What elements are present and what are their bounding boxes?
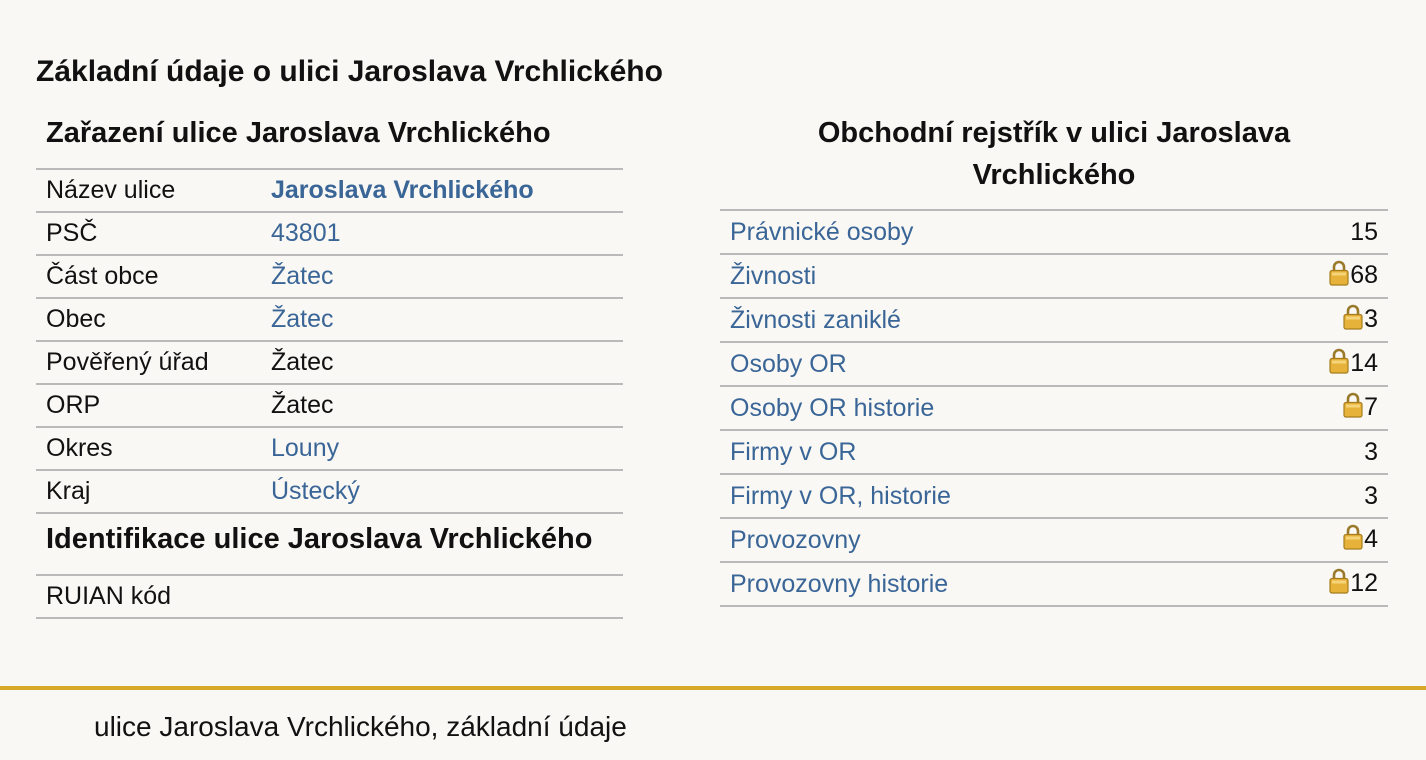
table-row <box>720 298 1388 342</box>
register-heading-line2: Vrchlického <box>972 159 1136 191</box>
register-count: 7 <box>1364 392 1378 421</box>
street-identification-section <box>36 514 623 619</box>
lock-icon <box>1329 568 1349 601</box>
lock-icon <box>1343 524 1363 557</box>
lock-icon <box>1343 304 1363 337</box>
table-row <box>36 427 623 470</box>
table-row <box>720 254 1388 298</box>
table-row <box>720 210 1388 254</box>
row-label: ORP <box>36 384 261 427</box>
table-row <box>36 255 623 298</box>
row-label: Název ulice <box>36 169 261 212</box>
register-count: 3 <box>1364 481 1378 510</box>
row-label: Okres <box>36 427 261 470</box>
region-link[interactable]: Ústecký <box>271 477 360 505</box>
postal-code-link[interactable]: 43801 <box>271 219 341 247</box>
lock-icon <box>1329 348 1349 381</box>
footer-caption: ulice Jaroslava Vrchlického, základní údaje <box>94 711 627 742</box>
orp-value: Žatec <box>261 384 623 427</box>
business-register-section <box>720 112 1388 607</box>
register-count: 3 <box>1364 437 1378 466</box>
register-link[interactable]: Provozovny historie <box>730 569 949 598</box>
authorized-office-value: Žatec <box>261 341 623 384</box>
classification-table <box>36 168 623 514</box>
register-link[interactable]: Právnické osoby <box>730 217 914 246</box>
table-row <box>36 169 623 212</box>
table-row <box>36 212 623 255</box>
ruian-code-value <box>261 575 623 618</box>
register-count: 68 <box>1350 260 1378 289</box>
register-link[interactable]: Firmy v OR <box>730 437 857 466</box>
table-row <box>720 342 1388 386</box>
footer-divider <box>0 686 1426 690</box>
register-link[interactable]: Osoby OR historie <box>730 393 935 422</box>
register-link[interactable]: Živnosti zaniklé <box>730 305 901 334</box>
street-classification-section <box>36 112 623 619</box>
row-label: Část obce <box>36 255 261 298</box>
row-label: PSČ <box>36 212 261 255</box>
register-link[interactable]: Provozovny <box>730 525 861 554</box>
table-row <box>720 562 1388 606</box>
register-link[interactable]: Živnosti <box>730 261 817 290</box>
street-name-link[interactable]: Jaroslava Vrchlického <box>271 176 534 204</box>
table-row <box>720 386 1388 430</box>
table-row <box>36 470 623 513</box>
district-part-link[interactable]: Žatec <box>271 262 334 290</box>
table-row <box>720 474 1388 518</box>
identification-table <box>36 574 623 619</box>
table-row <box>36 384 623 427</box>
register-count: 4 <box>1364 524 1378 553</box>
classification-heading: Zařazení ulice Jaroslava Vrchlického <box>46 117 551 149</box>
identification-heading: Identifikace ulice Jaroslava Vrchlického <box>46 523 593 555</box>
page-title: Základní údaje o ulici Jaroslava Vrchlického <box>36 55 663 88</box>
register-heading-line1: Obchodní rejstřík v ulici Jaroslava <box>817 117 1291 149</box>
row-label: Obec <box>36 298 261 341</box>
row-label: Kraj <box>36 470 261 513</box>
register-count: 14 <box>1350 348 1378 377</box>
table-row <box>720 518 1388 562</box>
table-row <box>36 341 623 384</box>
lock-icon <box>1329 260 1349 293</box>
lock-icon <box>1343 392 1363 425</box>
table-row <box>36 298 623 341</box>
row-label: Pověřený úřad <box>36 341 261 384</box>
register-heading <box>720 112 1388 209</box>
register-link[interactable]: Osoby OR <box>730 349 847 378</box>
register-link[interactable]: Firmy v OR, historie <box>730 481 951 510</box>
table-row <box>36 575 623 618</box>
register-count: 12 <box>1350 568 1378 597</box>
register-count: 15 <box>1350 217 1378 246</box>
register-table <box>720 209 1388 607</box>
municipality-link[interactable]: Žatec <box>271 305 334 333</box>
district-link[interactable]: Louny <box>271 434 340 462</box>
register-count: 3 <box>1364 304 1378 333</box>
table-row <box>720 430 1388 474</box>
row-label: RUIAN kód <box>36 575 261 618</box>
